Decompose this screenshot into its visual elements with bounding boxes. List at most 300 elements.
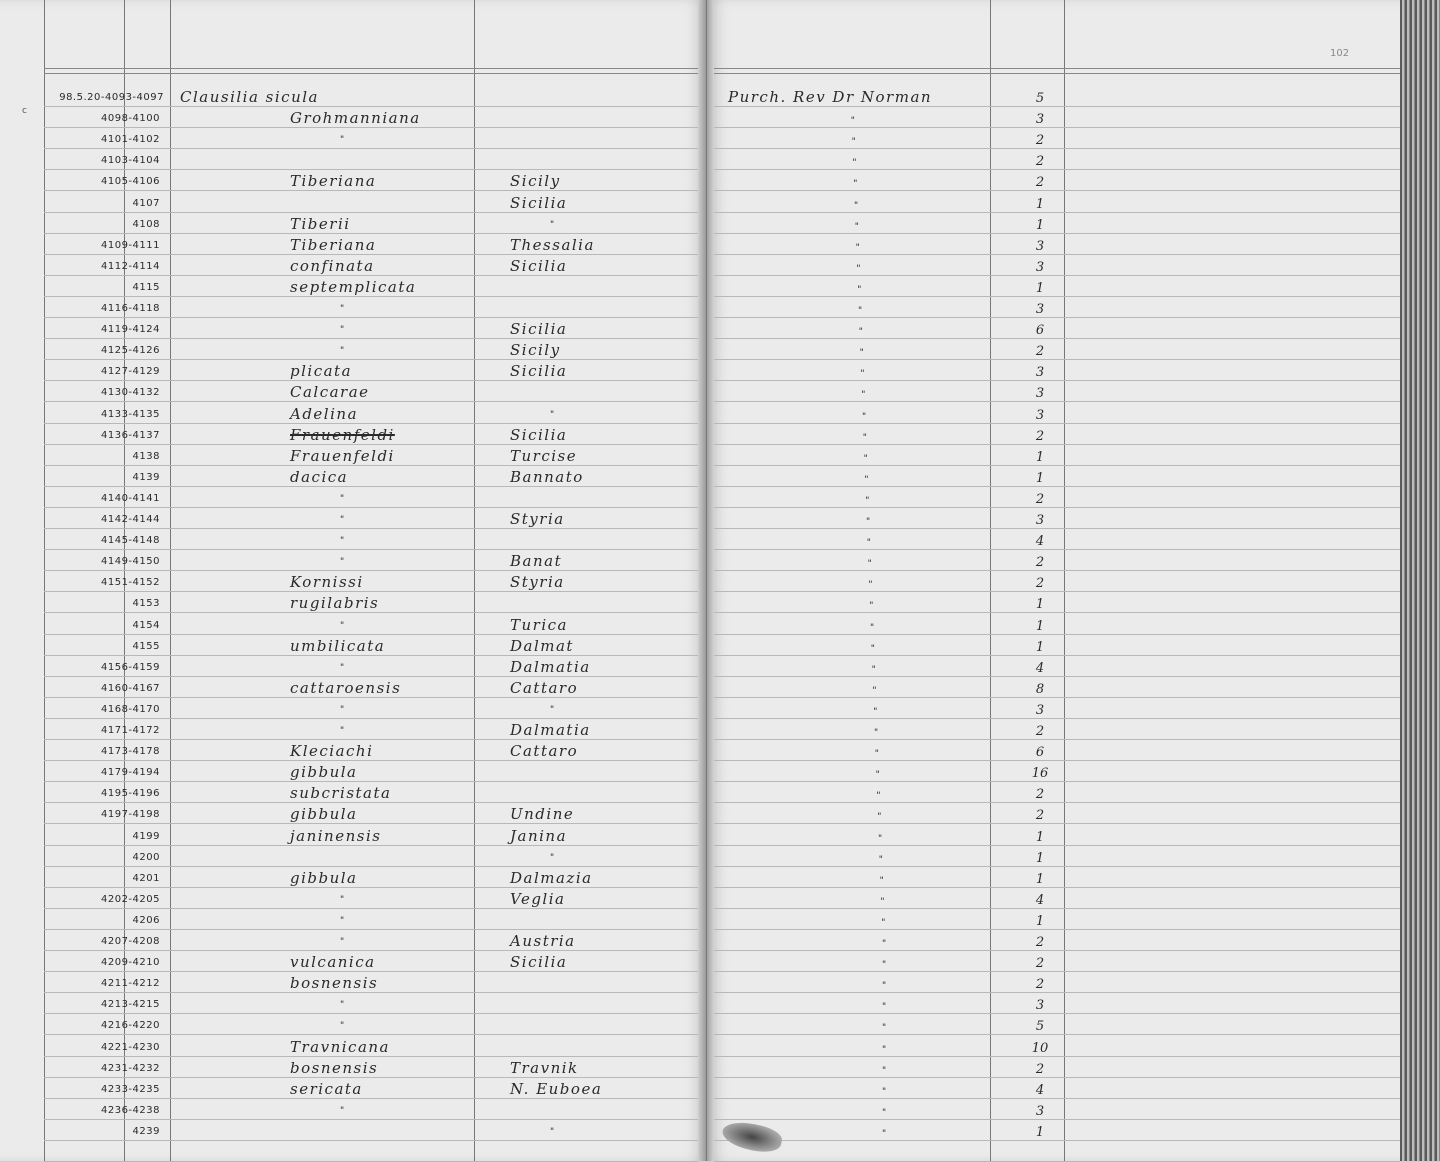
source: " xyxy=(882,1129,887,1139)
ruled-line xyxy=(714,1098,1400,1099)
species-name: " xyxy=(340,916,345,926)
register-number: 4221-4230 xyxy=(100,1042,160,1053)
source: " xyxy=(863,454,868,464)
locality: Sicilia xyxy=(510,257,568,275)
ruled-line xyxy=(714,465,1400,466)
species-name: Travnicana xyxy=(290,1038,390,1056)
source: " xyxy=(855,243,860,253)
species-name: bosnensis xyxy=(290,1059,379,1077)
ruled-line xyxy=(714,676,1400,677)
species-name: " xyxy=(340,304,345,314)
quantity: 2 xyxy=(1035,555,1045,570)
locality: Sicilia xyxy=(510,362,568,380)
species-name: subcristata xyxy=(290,784,392,802)
register-number: 4125-4126 xyxy=(100,345,160,356)
locality: Sicilia xyxy=(510,320,568,338)
register-number: 4151-4152 xyxy=(100,577,160,588)
species-name: " xyxy=(340,1106,345,1116)
source: " xyxy=(851,137,856,147)
margin-mark: c xyxy=(22,106,27,116)
locality: Styria xyxy=(510,510,565,528)
ruled-line xyxy=(714,697,1400,698)
ruled-line xyxy=(44,148,698,149)
register-number: 4098-4100 xyxy=(100,113,160,124)
ruled-line xyxy=(714,802,1400,803)
ruled-line xyxy=(44,781,698,782)
ruled-line xyxy=(44,887,698,888)
locality: Cattaro xyxy=(510,679,579,697)
source: " xyxy=(882,1045,887,1055)
register-number: 4112-4114 xyxy=(100,261,160,272)
ruled-line xyxy=(714,612,1400,613)
source: " xyxy=(877,812,882,822)
source: " xyxy=(876,791,881,801)
locality: Sicily xyxy=(510,341,561,359)
quantity: 5 xyxy=(1035,1019,1045,1034)
ruled-line xyxy=(44,971,698,972)
ruled-line xyxy=(714,908,1400,909)
register-number: 4136-4137 xyxy=(100,430,160,441)
ruled-line xyxy=(714,528,1400,529)
column-rule xyxy=(170,0,171,1161)
locality: Dalmatia xyxy=(510,721,591,739)
source: " xyxy=(882,1002,887,1012)
quantity: 3 xyxy=(1035,112,1045,127)
ruled-line xyxy=(44,929,698,930)
ruled-line xyxy=(714,380,1400,381)
source: " xyxy=(882,939,887,949)
ruled-line xyxy=(714,634,1400,635)
species-name: vulcanica xyxy=(290,953,376,971)
source: " xyxy=(858,327,863,337)
quantity: 2 xyxy=(1035,492,1045,507)
ruled-line xyxy=(714,887,1400,888)
species-name: confinata xyxy=(290,257,375,275)
quantity: 2 xyxy=(1035,133,1045,148)
source: " xyxy=(866,538,871,548)
locality: " xyxy=(550,220,555,230)
ruled-line xyxy=(44,254,698,255)
source: " xyxy=(872,686,877,696)
register-number: 4154 xyxy=(132,620,160,631)
ruled-line xyxy=(44,908,698,909)
register-number: 4168-4170 xyxy=(100,704,160,715)
register-number: 4145-4148 xyxy=(100,535,160,546)
ruled-line xyxy=(44,106,698,107)
quantity: 3 xyxy=(1035,386,1045,401)
ruled-line xyxy=(714,866,1400,867)
source: " xyxy=(869,601,874,611)
ruled-line xyxy=(714,212,1400,213)
source: " xyxy=(852,158,857,168)
source: " xyxy=(878,855,883,865)
ruled-line xyxy=(44,634,698,635)
quantity: 2 xyxy=(1035,344,1045,359)
ruled-line xyxy=(44,1013,698,1014)
register-number: 4171-4172 xyxy=(100,725,160,736)
quantity: 2 xyxy=(1035,935,1045,950)
species-name: " xyxy=(340,135,345,145)
column-rule xyxy=(44,0,45,1161)
source: " xyxy=(865,496,870,506)
quantity: 1 xyxy=(1035,640,1045,655)
source: " xyxy=(866,517,871,527)
source: " xyxy=(858,306,863,316)
species-name: " xyxy=(340,325,345,335)
ruled-line xyxy=(714,169,1400,170)
quantity: 1 xyxy=(1035,914,1045,929)
ruled-line xyxy=(44,655,698,656)
ruled-line xyxy=(714,971,1400,972)
species-name: Grohmanniana xyxy=(290,109,421,127)
ruled-line xyxy=(44,317,698,318)
register-number: 4200 xyxy=(132,852,160,863)
ruled-line xyxy=(714,1119,1400,1120)
species-name: cattaroensis xyxy=(290,679,402,697)
register-number: 4199 xyxy=(132,831,160,842)
species-name: Tiberiana xyxy=(290,172,377,190)
register-number: 4231-4232 xyxy=(100,1063,160,1074)
source: " xyxy=(868,580,873,590)
register-number: 4207-4208 xyxy=(100,936,160,947)
ruled-line xyxy=(44,212,698,213)
page-edges-right xyxy=(1400,0,1440,1161)
ruled-line xyxy=(714,254,1400,255)
quantity: 4 xyxy=(1035,534,1045,549)
quantity: 3 xyxy=(1035,998,1045,1013)
locality: Austria xyxy=(510,932,576,950)
ruled-line xyxy=(714,275,1400,276)
ruled-line xyxy=(714,296,1400,297)
ruled-line xyxy=(714,423,1400,424)
ruled-line xyxy=(44,233,698,234)
quantity: 3 xyxy=(1035,408,1045,423)
register-number: 4213-4215 xyxy=(100,999,160,1010)
locality: " xyxy=(550,410,555,420)
source: " xyxy=(882,1023,887,1033)
source: " xyxy=(870,623,875,633)
locality: Janina xyxy=(510,827,568,845)
ruled-line xyxy=(44,1077,698,1078)
locality: Sicilia xyxy=(510,953,568,971)
source: " xyxy=(870,644,875,654)
ruled-line xyxy=(44,950,698,951)
ruled-line xyxy=(44,380,698,381)
ruled-line xyxy=(44,549,698,550)
quantity: 2 xyxy=(1035,154,1045,169)
locality: " xyxy=(550,705,555,715)
species-name: sericata xyxy=(290,1080,363,1098)
species-name: " xyxy=(340,536,345,546)
species-name: plicata xyxy=(290,362,353,380)
locality: Dalmatia xyxy=(510,658,591,676)
species-name: " xyxy=(340,557,345,567)
locality: Turcise xyxy=(510,447,578,465)
species-name: " xyxy=(340,1021,345,1031)
ruled-line xyxy=(714,739,1400,740)
species-name: " xyxy=(340,1000,345,1010)
source: " xyxy=(856,264,861,274)
register-number: 4115 xyxy=(132,282,160,293)
ruled-line xyxy=(44,1098,698,1099)
species-name: janinensis xyxy=(290,827,382,845)
quantity: 2 xyxy=(1035,977,1045,992)
register-number: 4239 xyxy=(132,1126,160,1137)
ruled-line xyxy=(44,823,698,824)
ruled-line xyxy=(714,190,1400,191)
locality: Thessalia xyxy=(510,236,595,254)
species-name: Tiberiana xyxy=(290,236,377,254)
ruled-line xyxy=(714,507,1400,508)
ruled-line xyxy=(44,486,698,487)
register-number: 4197-4198 xyxy=(100,809,160,820)
header-rule xyxy=(44,68,698,69)
source: " xyxy=(880,897,885,907)
ruled-line xyxy=(714,718,1400,719)
species-name: Frauenfeldi xyxy=(290,447,395,465)
register-number: 4236-4238 xyxy=(100,1105,160,1116)
register-number: 4119-4124 xyxy=(100,324,160,335)
source: " xyxy=(857,285,862,295)
ruled-line xyxy=(44,739,698,740)
quantity: 2 xyxy=(1035,429,1045,444)
ruled-line xyxy=(44,612,698,613)
species-name: septemplicata xyxy=(290,278,417,296)
ruled-line xyxy=(44,465,698,466)
ruled-line xyxy=(714,1140,1400,1141)
quantity: 3 xyxy=(1035,513,1045,528)
species-name: Adelina xyxy=(290,405,359,423)
species-name: " xyxy=(340,726,345,736)
register-number: 4149-4150 xyxy=(100,556,160,567)
quantity: 2 xyxy=(1035,175,1045,190)
register-number: 4142-4144 xyxy=(100,514,160,525)
ruled-line xyxy=(44,676,698,677)
species-name: Frauenfeldi xyxy=(290,426,395,444)
ruled-line xyxy=(44,697,698,698)
ruled-line xyxy=(714,655,1400,656)
register-number: 4103-4104 xyxy=(100,155,160,166)
quantity: 4 xyxy=(1035,893,1045,908)
ruled-line xyxy=(44,570,698,571)
quantity: 4 xyxy=(1035,661,1045,676)
ruled-line xyxy=(44,401,698,402)
register-number: 98.5.20-4093-4097 xyxy=(59,92,164,103)
locality: " xyxy=(550,853,555,863)
source: " xyxy=(874,728,879,738)
register-number: 4108 xyxy=(132,219,160,230)
quantity: 3 xyxy=(1035,239,1045,254)
locality: Banat xyxy=(510,552,563,570)
ruled-line xyxy=(714,549,1400,550)
register-number: 4160-4167 xyxy=(100,683,160,694)
register-number: 4201 xyxy=(132,873,160,884)
register-number: 4107 xyxy=(132,198,160,209)
species-name: " xyxy=(340,494,345,504)
species-name: gibbula xyxy=(290,869,358,887)
ruled-line xyxy=(44,760,698,761)
locality: N. Euboea xyxy=(510,1080,603,1098)
quantity: 2 xyxy=(1035,1062,1045,1077)
quantity: 3 xyxy=(1035,365,1045,380)
source: " xyxy=(878,834,883,844)
species-name: " xyxy=(340,937,345,947)
ruled-line xyxy=(44,338,698,339)
quantity: 10 xyxy=(1031,1041,1049,1056)
source: " xyxy=(875,770,880,780)
source: " xyxy=(854,222,859,232)
source: " xyxy=(881,918,886,928)
register-number: 4138 xyxy=(132,451,160,462)
ruled-line xyxy=(714,591,1400,592)
quantity: 3 xyxy=(1035,1104,1045,1119)
register-number: 4109-4111 xyxy=(100,240,160,251)
ruled-line xyxy=(44,444,698,445)
ruled-line xyxy=(44,507,698,508)
header-rule xyxy=(44,73,698,74)
source: " xyxy=(879,876,884,886)
species-name: Kleciachi xyxy=(290,742,374,760)
register-number: 4133-4135 xyxy=(100,409,160,420)
register-number: 4179-4194 xyxy=(100,767,160,778)
register-number: 4195-4196 xyxy=(100,788,160,799)
quantity: 5 xyxy=(1035,91,1045,106)
ruled-line xyxy=(44,169,698,170)
source: Purch. Rev Dr Norman xyxy=(728,88,933,106)
ruled-line xyxy=(714,1013,1400,1014)
species-name: Calcarae xyxy=(290,383,370,401)
ruled-line xyxy=(714,845,1400,846)
register-number: 4156-4159 xyxy=(100,662,160,673)
register-number: 4127-4129 xyxy=(100,366,160,377)
ruled-line xyxy=(714,1056,1400,1057)
source: " xyxy=(859,348,864,358)
species-name: " xyxy=(340,621,345,631)
register-number: 4101-4102 xyxy=(100,134,160,145)
register-number: 4153 xyxy=(132,598,160,609)
register-number: 4105-4106 xyxy=(100,176,160,187)
register-number: 4139 xyxy=(132,472,160,483)
quantity: 1 xyxy=(1035,471,1045,486)
species-name: " xyxy=(340,895,345,905)
species-name: " xyxy=(340,663,345,673)
source: " xyxy=(873,707,878,717)
ruled-line xyxy=(714,233,1400,234)
species-name: Tiberii xyxy=(290,215,351,233)
register-number: 4173-4178 xyxy=(100,746,160,757)
source: " xyxy=(862,412,867,422)
species-name: dacica xyxy=(290,468,349,486)
ruled-line xyxy=(714,148,1400,149)
source: " xyxy=(882,960,887,970)
locality: Dalmat xyxy=(510,637,574,655)
quantity: 2 xyxy=(1035,808,1045,823)
quantity: 2 xyxy=(1035,724,1045,739)
ruled-line xyxy=(44,992,698,993)
locality: Styria xyxy=(510,573,565,591)
source: " xyxy=(853,179,858,189)
ruled-line xyxy=(714,444,1400,445)
register-number: 4130-4132 xyxy=(100,387,160,398)
ruled-line xyxy=(714,486,1400,487)
ruled-line xyxy=(44,845,698,846)
ruled-line xyxy=(714,401,1400,402)
quantity: 16 xyxy=(1031,766,1049,781)
ruled-line xyxy=(44,127,698,128)
quantity: 3 xyxy=(1035,260,1045,275)
source: " xyxy=(882,1066,887,1076)
register-number: 4233-4235 xyxy=(100,1084,160,1095)
quantity: 1 xyxy=(1035,872,1045,887)
register-number: 4211-4212 xyxy=(100,978,160,989)
column-rule xyxy=(1064,0,1065,1161)
locality: Undine xyxy=(510,805,575,823)
register-number: 4209-4210 xyxy=(100,957,160,968)
locality: " xyxy=(550,1127,555,1137)
column-rule xyxy=(990,0,991,1161)
locality: Sicilia xyxy=(510,426,568,444)
ruled-line xyxy=(44,1056,698,1057)
ruled-line xyxy=(714,760,1400,761)
ruled-line xyxy=(714,338,1400,339)
species-name: rugilabris xyxy=(290,594,380,612)
ruled-line xyxy=(714,781,1400,782)
ruled-line xyxy=(714,1034,1400,1035)
quantity: 1 xyxy=(1035,619,1045,634)
locality: Veglia xyxy=(510,890,566,908)
source: " xyxy=(864,475,869,485)
locality: Travnik xyxy=(510,1059,579,1077)
ruled-line xyxy=(44,296,698,297)
quantity: 8 xyxy=(1035,682,1045,697)
source: " xyxy=(871,665,876,675)
source: " xyxy=(882,981,887,991)
ruled-line xyxy=(714,1077,1400,1078)
quantity: 3 xyxy=(1035,302,1045,317)
ruled-line xyxy=(44,1119,698,1120)
source: " xyxy=(860,369,865,379)
ruled-line xyxy=(714,359,1400,360)
quantity: 2 xyxy=(1035,787,1045,802)
locality: Bannato xyxy=(510,468,584,486)
locality: Cattaro xyxy=(510,742,579,760)
species-name: gibbula xyxy=(290,763,358,781)
ruled-line xyxy=(44,866,698,867)
ruled-line xyxy=(44,591,698,592)
ruled-line xyxy=(44,1034,698,1035)
register-number: 4216-4220 xyxy=(100,1020,160,1031)
ruled-line xyxy=(44,528,698,529)
quantity: 2 xyxy=(1035,956,1045,971)
locality: Sicilia xyxy=(510,194,568,212)
header-rule xyxy=(714,73,1400,74)
species-name: Clausilia sicula xyxy=(180,88,319,106)
column-rule xyxy=(474,0,475,1161)
quantity: 6 xyxy=(1035,323,1045,338)
source: " xyxy=(882,1108,887,1118)
quantity: 2 xyxy=(1035,576,1045,591)
ruled-line xyxy=(44,802,698,803)
source: " xyxy=(861,390,866,400)
quantity: 1 xyxy=(1035,851,1045,866)
register-number: 4140-4141 xyxy=(100,493,160,504)
species-name: gibbula xyxy=(290,805,358,823)
register-number: 4155 xyxy=(132,641,160,652)
ruled-line xyxy=(44,1140,698,1141)
species-name: umbilicata xyxy=(290,637,386,655)
page-number: 102 xyxy=(1330,48,1350,59)
source: " xyxy=(862,433,867,443)
